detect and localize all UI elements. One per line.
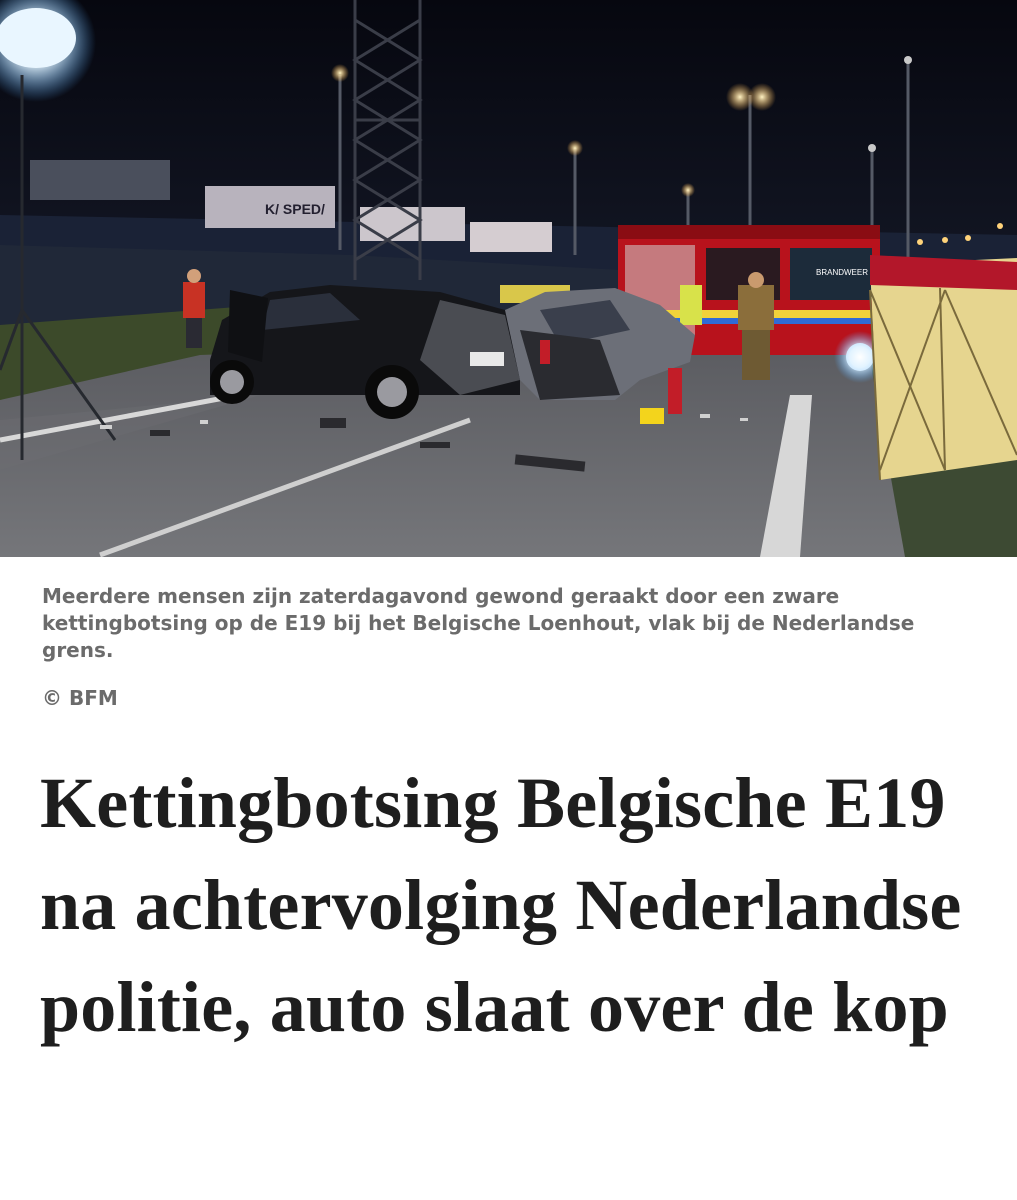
truck-logo-text: K/ SPED/ xyxy=(265,201,325,217)
article-photo xyxy=(0,0,1017,557)
fire-truck-text: BRANDWEER xyxy=(816,268,869,277)
photo-credit: © BFM xyxy=(42,686,118,710)
photo-caption xyxy=(42,583,962,664)
privacy-screen xyxy=(870,255,1017,480)
article-title: Kettingbotsing Belgische E19 na achtervolging Nederlandse politie, auto slaat over de kop xyxy=(40,763,962,1047)
caption-text: Meerdere mensen zijn zaterdagavond gewond geraakt door een zware kettingbotsing op de E19 bij het Belgische Loenhout, vlak bij de Nederlandse grens. xyxy=(42,584,915,662)
